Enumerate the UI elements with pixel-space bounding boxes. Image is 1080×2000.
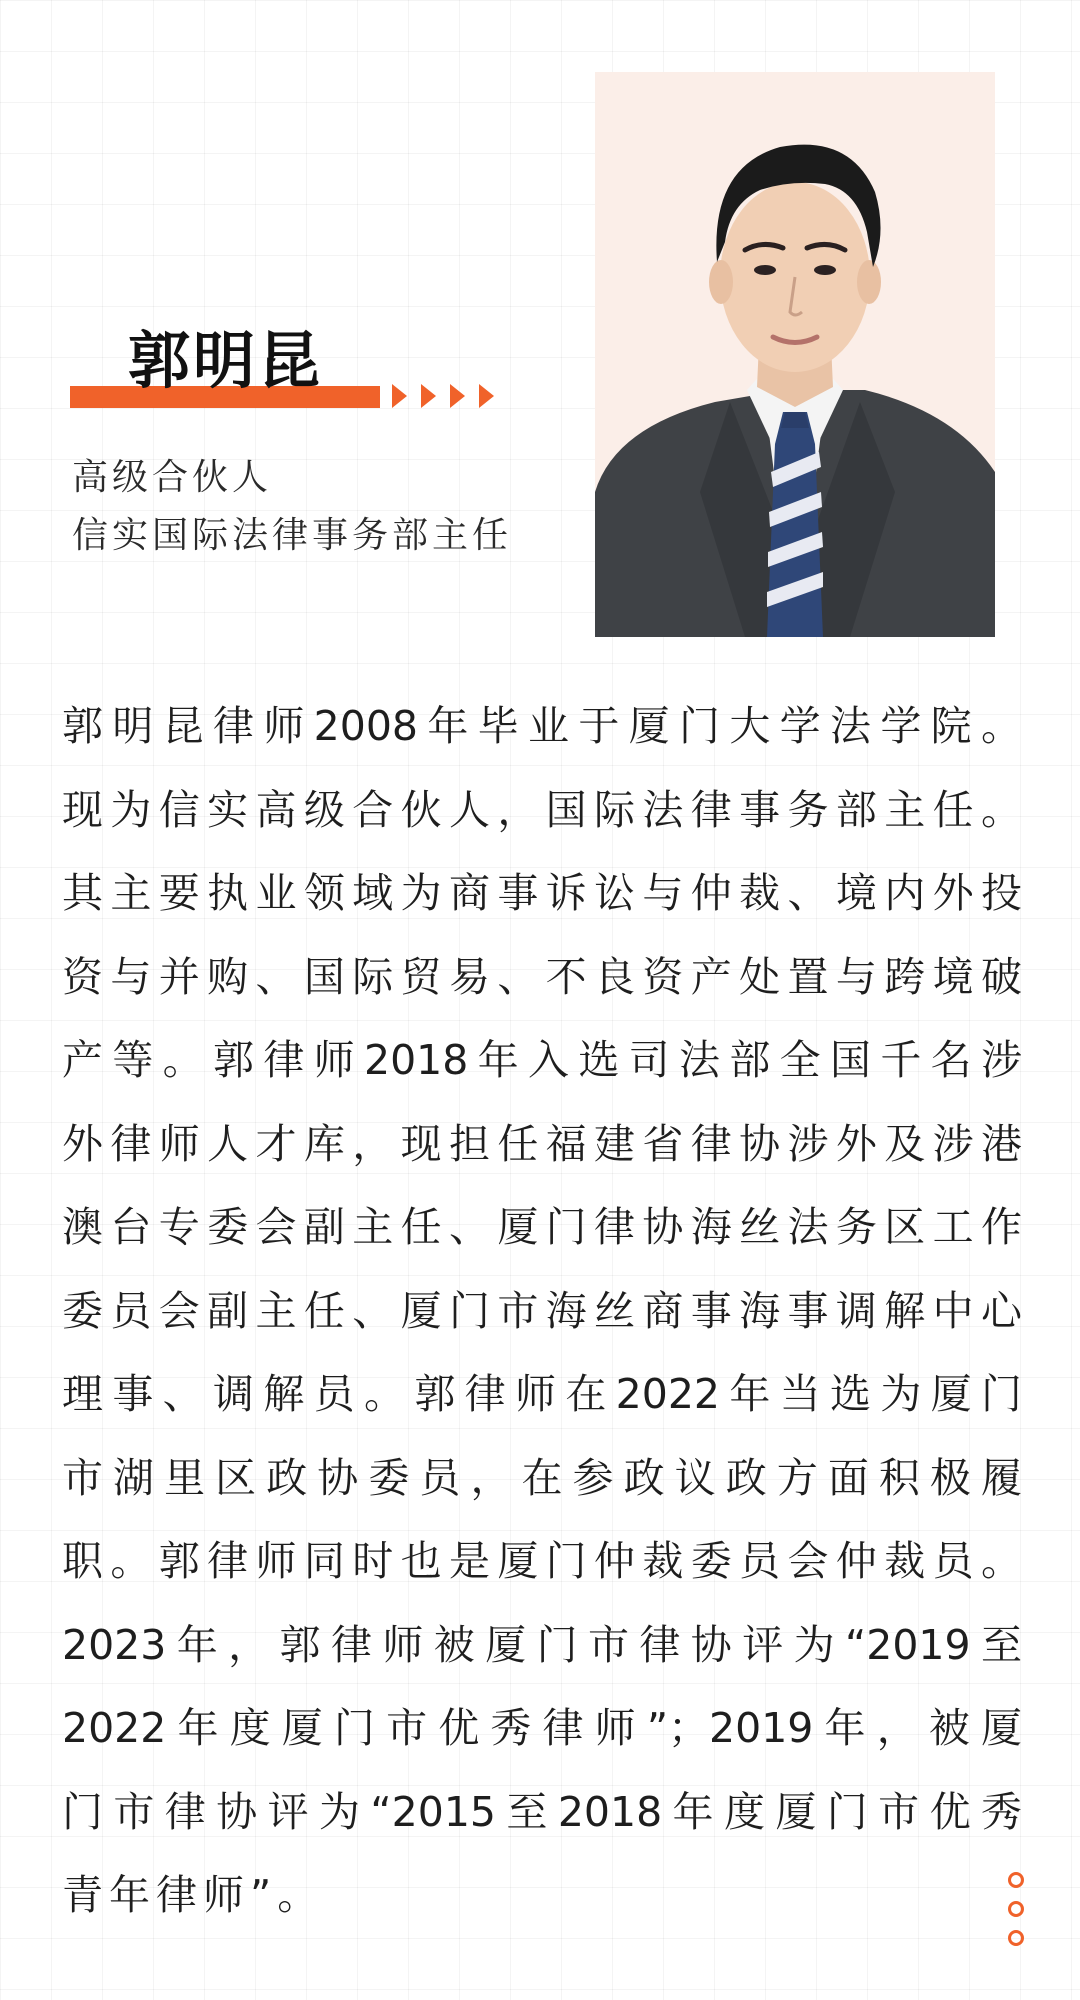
bio-line: 产等。郭律师2018年入选司法部全国千名涉 <box>62 1036 1022 1084</box>
circle-icon <box>1008 1901 1024 1917</box>
bio-line: 其主要执业领域为商事诉讼与仲裁、境内外投 <box>62 869 1022 917</box>
arrow-icon <box>450 384 465 408</box>
biography-text <box>62 685 1022 1938</box>
bio-line: 青年律师”。 <box>62 1871 325 1919</box>
bio-line: 郭明昆律师2008年毕业于厦门大学法学院。 <box>62 702 1022 750</box>
circle-icon <box>1008 1872 1024 1888</box>
bio-line: 门市律协评为“2015至2018年度厦门市优秀 <box>62 1787 1022 1836</box>
bio-line: 2022年度厦门市优秀律师”；2019年，被厦 <box>62 1704 1022 1752</box>
bio-line: 现为信实高级合伙人，国际法律事务部主任。 <box>62 785 1022 834</box>
arrow-icon <box>421 384 436 408</box>
bio-line: 委员会副主任、厦门市海丝商事海事调解中心 <box>62 1286 1022 1335</box>
portrait-photo <box>595 72 995 637</box>
department-title: 信实国际法律事务部主任 <box>72 515 513 556</box>
arrow-icon <box>479 384 494 408</box>
job-title: 高级合伙人 <box>72 457 273 498</box>
arrow-icon <box>392 384 407 408</box>
bio-line: 2023年，郭律师被厦门市律协评为“2019至 <box>62 1620 1022 1669</box>
lawyer-name: 郭明昆 <box>128 324 324 397</box>
bio-line: 外律师人才库，现担任福建省律协涉外及涉港 <box>62 1119 1022 1168</box>
bio-line: 职。郭律师同时也是厦门仲裁委员会仲裁员。 <box>62 1537 1022 1585</box>
circle-icon <box>1008 1930 1024 1946</box>
dots-decoration <box>1008 1872 1024 1946</box>
bio-line: 资与并购、国际贸易、不良资产处置与跨境破 <box>62 952 1022 1001</box>
bio-line: 理事、调解员。郭律师在2022年当选为厦门 <box>62 1370 1022 1418</box>
bio-line: 市湖里区政协委员，在参政议政方面积极履 <box>62 1453 1022 1502</box>
bio-line: 澳台专委会副主任、厦门律协海丝法务区工作 <box>62 1203 1022 1251</box>
arrow-decoration <box>392 384 494 408</box>
